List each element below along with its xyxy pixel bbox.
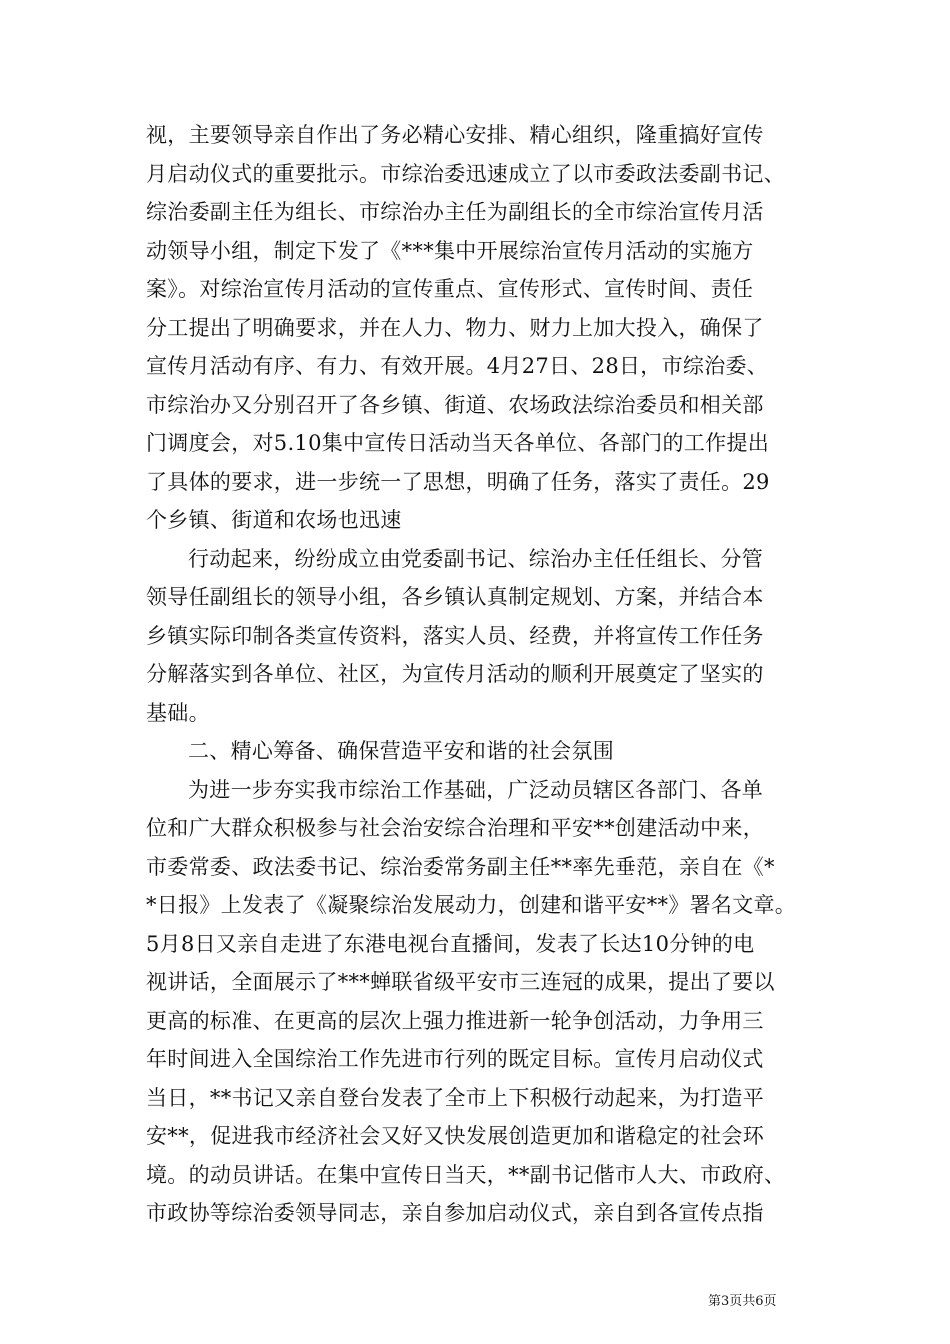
text-line: 为进一步夯实我市综治工作基础，广泛动员辖区各部门、各单 xyxy=(188,777,764,802)
paragraph-3 xyxy=(146,771,810,1233)
paragraph-1 xyxy=(146,116,810,540)
section-heading xyxy=(146,732,810,771)
heading-line: 二、精心筹备、确保营造平安和谐的社会氛围 xyxy=(188,739,614,763)
text-line: 视，主要领导亲自作出了务必精心安排、精心组织，隆重搞好宣传 xyxy=(146,123,764,147)
text-line: 基础。 xyxy=(146,700,210,725)
text-line: 市政协等综治委领导同志，亲自参加启动仪式，亲自到各宣传点指 xyxy=(146,1201,764,1225)
text-line: 年时间进入全国综治工作先进市行列的既定目标。宣传月启动仪式 xyxy=(146,1047,764,1071)
text-line: 市委常委、政法委书记、综治委常务副主任**率先垂范，亲自在《* xyxy=(146,854,775,879)
document-body xyxy=(146,116,810,1233)
text-line: 市综治办又分别召开了各乡镇、街道、农场政法综治委员和相关部 xyxy=(146,392,764,417)
text-line: 宣传月活动有序、有力、有效开展。4月27日、28日，市综治委、 xyxy=(146,354,769,378)
text-line: 5月8日又亲自走进了东港电视台直播间，发表了长达10分钟的电 xyxy=(146,931,755,956)
text-line: 案》。对综治宣传月活动的宣传重点、宣传形式、宣传时间、责任 xyxy=(146,277,754,301)
text-line: 门调度会，对5.10集中宣传日活动当天各单位、各部门的工作提出 xyxy=(146,431,770,455)
text-line: *日报》上发表了《凝聚综治发展动力，创建和谐平安**》署名文章。 xyxy=(146,893,797,917)
text-line: 分工提出了明确要求，并在人力、物力、财力上加大投入，确保了 xyxy=(146,315,764,340)
text-line: 领导任副组长的领导小组，各乡镇认真制定规划、方案，并结合本 xyxy=(146,585,764,609)
text-line: 安**，促进我市经济社会又好又快发展创造更加和谐稳定的社会环 xyxy=(146,1124,764,1148)
text-line: 位和广大群众积极参与社会治安综合治理和平安**创建活动中来， xyxy=(146,816,764,840)
paragraph-2 xyxy=(146,540,810,733)
text-line: 乡镇实际印制各类宣传资料，落实人员、经费，并将宣传工作任务 xyxy=(146,623,764,648)
text-line: 视讲话，全面展示了***蝉联省级平安市三连冠的成果，提出了要以 xyxy=(146,970,775,994)
text-line: 个乡镇、街道和农场也迅速 xyxy=(146,508,402,532)
text-line: 境。的动员讲话。在集中宣传日当天，**副书记偕市人大、市政府、 xyxy=(146,1162,786,1187)
text-line: 更高的标准、在更高的层次上强力推进新一轮争创活动，力争用三 xyxy=(146,1008,764,1033)
text-line: 月启动仪式的重要批示。市综治委迅速成立了以市委政法委副书记、 xyxy=(146,161,785,186)
text-line: 当日，**书记又亲自登台发表了全市上下积极行动起来，为打造平 xyxy=(146,1085,764,1110)
page-number: 第3页共6页 xyxy=(708,1294,777,1309)
text-line: 综治委副主任为组长、市综治办主任为副组长的全市综治宣传月活 xyxy=(146,200,764,224)
text-line: 行动起来，纷纷成立由党委副书记、综治办主任任组长、分管 xyxy=(188,546,764,571)
text-line: 了具体的要求，进一步统一了思想，明确了任务，落实了责任。29 xyxy=(146,469,770,494)
text-line: 分解落实到各单位、社区，为宣传月活动的顺利开展奠定了坚实的 xyxy=(146,662,764,686)
text-line: 动领导小组，制定下发了《***集中开展综治宣传月活动的实施方 xyxy=(146,238,754,263)
